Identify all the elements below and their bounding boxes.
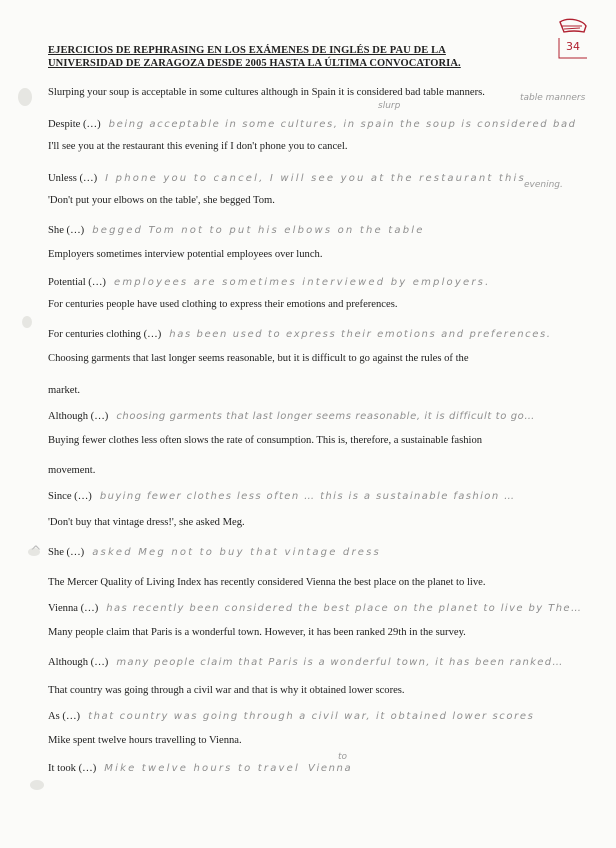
- exercise-4-sentence: Employers sometimes interview potential employees over lunch.: [48, 249, 323, 260]
- exercise-6-line: [48, 410, 535, 424]
- exercise-12-answer-end: Vienna: [308, 763, 353, 774]
- exercise-8-prompt: She (…): [48, 547, 85, 558]
- exercise-7-answer: buying fewer clothes less often … this is a sustainable fashion …: [99, 491, 516, 502]
- exercise-4-prompt: Potential (…): [48, 277, 106, 288]
- exercise-10-prompt: Although (…): [48, 657, 109, 668]
- exercise-1-prompt: Despite (…): [48, 119, 101, 130]
- scan-smudge: [30, 780, 44, 790]
- exercise-11-answer: that country was going through a civil war, it obtained lower scores: [88, 711, 535, 722]
- exercise-11-line: [48, 710, 534, 724]
- exercise-1-note-2: slurp: [378, 101, 401, 111]
- exercise-7-prompt: Since (…): [48, 491, 92, 502]
- exercise-10-line: [48, 656, 564, 670]
- exercise-2-answer: I phone you to cancel, I will see you at the restaurant this: [105, 173, 526, 184]
- exercise-12-answer: Mike twelve hours to travel: [104, 763, 300, 774]
- exercise-7-sentence-cont: movement.: [48, 465, 96, 476]
- exercise-6-sentence: Choosing garments that last longer seems reasonable, but it is difficult to go against the rules of the: [48, 353, 469, 364]
- exercise-4-line: [48, 276, 490, 290]
- exercise-5-sentence: For centuries people have used clothing to express their emotions and preferences.: [48, 299, 398, 310]
- exercise-12-sentence: Mike spent twelve hours travelling to Vienna.: [48, 735, 242, 746]
- exercise-1-note: table manners: [520, 93, 586, 103]
- exercise-9-sentence: The Mercer Quality of Living Index has recently considered Vienna the best place on the planet to live.: [48, 577, 486, 588]
- scan-smudge: [22, 316, 32, 328]
- exercise-8-line: [48, 546, 381, 560]
- exercise-10-answer: many people claim that Paris is a wonderful town, it has been ranked…: [116, 657, 564, 668]
- exercise-6-sentence-cont: market.: [48, 385, 81, 396]
- exercise-8-sentence: 'Don't buy that vintage dress!', she asked Meg.: [48, 517, 245, 528]
- exercise-11-sentence: That country was going through a civil war and that is why it obtained lower scores.: [48, 685, 405, 696]
- exercise-7-line: [48, 490, 516, 504]
- exercise-8-answer: asked Meg not to buy that vintage dress: [92, 547, 381, 558]
- exercise-12-note: to: [338, 752, 348, 762]
- exercise-5-line: [48, 328, 552, 342]
- exercise-2-line: [48, 172, 526, 186]
- scan-smudge: [18, 88, 32, 106]
- exercise-2-sentence: I'll see you at the restaurant this evening if I don't phone you to cancel.: [48, 141, 348, 152]
- title-line-2: UNIVERSIDAD DE ZARAGOZA DESDE 2005 HASTA LA ÚLTIMA CONVOCATORIA.: [48, 58, 461, 69]
- margin-caret-icon: ^: [30, 544, 42, 560]
- exercise-7-sentence: Buying fewer clothes less often slows the rate of consumption. This is, therefore, a sustainable fashion: [48, 435, 483, 446]
- exercise-9-answer: has recently been considered the best place on the planet to live by The…: [106, 603, 583, 614]
- exercise-9-line: [48, 602, 582, 616]
- exercise-6-answer: choosing garments that last longer seems reasonable, it is difficult to go…: [116, 411, 535, 422]
- exercise-4-answer: employees are sometimes interviewed by employers.: [113, 277, 491, 288]
- exercise-1-answer: being acceptable in some cultures, in spain the soup is considered bad: [108, 119, 577, 130]
- exercise-5-prompt: For centuries clothing (…): [48, 329, 162, 340]
- exercise-3-line: [48, 224, 425, 238]
- exercise-1-sentence: Slurping your soup is acceptable in some cultures although in Spain it is considered bad table manners.: [48, 87, 485, 98]
- page-title: [48, 44, 518, 70]
- exercise-2-prompt: Unless (…): [48, 173, 98, 184]
- title-line-1: EJERCICIOS DE REPHRASING EN LOS EXÁMENES DE INGLÉS DE PAU DE LA: [48, 45, 446, 56]
- exercise-3-prompt: She (…): [48, 225, 85, 236]
- exercise-12-line: [48, 762, 352, 776]
- page-number: 34: [566, 40, 580, 53]
- exercise-5-answer: has been used to express their emotions and preferences.: [169, 329, 552, 340]
- exercise-6-prompt: Although (…): [48, 411, 109, 422]
- exercise-3-answer: begged Tom not to put his elbows on the table: [92, 225, 425, 236]
- exercise-11-prompt: As (…): [48, 711, 81, 722]
- exercise-3-sentence: 'Don't put your elbows on the table', she begged Tom.: [48, 195, 275, 206]
- exercise-10-sentence: Many people claim that Paris is a wonderful town. However, it has been ranked 29th in the survey.: [48, 627, 466, 638]
- exercise-9-prompt: Vienna (…): [48, 603, 99, 614]
- page-stamp-icon: [556, 16, 590, 62]
- exercise-2-note: evening.: [524, 180, 563, 190]
- exercise-1-line: [48, 118, 577, 132]
- exercise-12-prompt: It took (…): [48, 763, 97, 774]
